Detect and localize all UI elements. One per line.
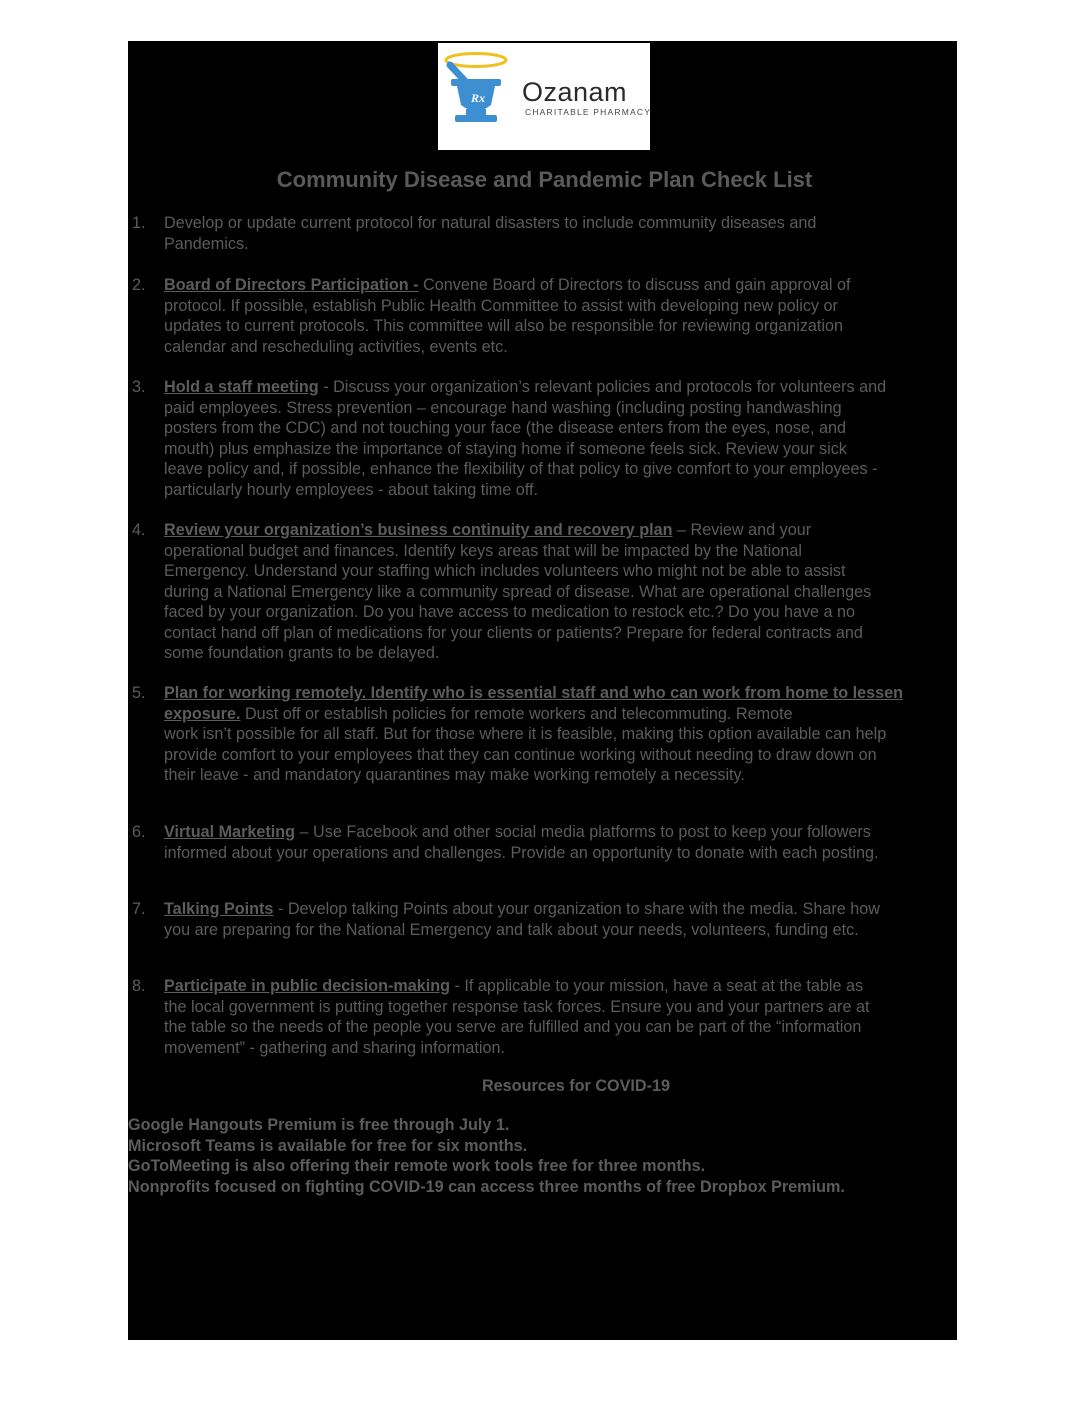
item-line: – Review and your — [677, 521, 812, 539]
item-number: 8. — [132, 977, 146, 995]
resources-heading: Resources for COVID-19 — [481, 1077, 670, 1095]
resource-item: Google Hangouts Premium is free through July 1. — [128, 1116, 510, 1134]
item-heading: Plan for working remotely. Identify who is essential staff and who can work from home to lessen exposure. — [164, 684, 904, 723]
item-line: operational budget and finances. Identify keys areas that will be impacted by the National — [164, 541, 802, 560]
item-line: paid employees. Stress prevention – encourage hand washing (including posting handwashing — [164, 398, 842, 417]
item-number: 6. — [132, 823, 146, 841]
item-number: 3. — [132, 378, 146, 396]
item-line: mouth) plus emphasize the importance of staying home if someone feels sick. Review your sick — [164, 439, 847, 458]
item-line: informed about your operations and challenges. Provide an opportunity to donate with each posting. — [164, 843, 879, 862]
item-heading: Hold a staff meeting — [164, 378, 319, 396]
resource-item: GoToMeeting is also offering their remote work tools free for three months. — [128, 1157, 706, 1175]
rx-glyph: Rx — [471, 91, 486, 105]
item-line: their leave - and mandatory quarantines may make working remotely a necessity. — [164, 766, 745, 784]
resources-list — [128, 1115, 948, 1197]
item-number: 5. — [132, 684, 146, 702]
item-line: Pandemics. — [164, 234, 249, 253]
item-line: Emergency. Understand your staffing which includes volunteers who might not be able to assist — [164, 562, 846, 580]
item-line: leave policy and, if possible, enhance the flexibility of that policy to give comfort to your employees - — [164, 460, 878, 478]
item-line: Dust off or establish policies for remote workers and telecommuting. Remote — [244, 704, 793, 723]
document-page — [128, 41, 957, 1340]
item-heading: Board of Directors Participation - — [164, 276, 419, 294]
item-number: 4. — [132, 521, 146, 539]
resource-item: Microsoft Teams is available for free for six months. — [128, 1136, 528, 1155]
item-line: protocol. If possible, establish Public Health Committee to assist with developing new policy or — [164, 296, 838, 315]
item-line: - Discuss your organization’s relevant policies and protocols for volunteers and — [323, 378, 887, 396]
item-line: - If applicable to your mission, have a seat at the table as — [454, 977, 864, 995]
item-number: 2. — [132, 276, 146, 294]
item-line: faced by your organization. Do you have access to medication to restock etc.? Do you have a no — [164, 603, 856, 621]
item-line: Convene Board of Directors to discuss and gain approval of — [423, 276, 851, 294]
item-line: – Use Facebook and other social media platforms to post to keep your followers — [299, 823, 871, 841]
resource-item: Nonprofits focused on fighting COVID-19 can access three months of free Dropbox Premium. — [128, 1177, 845, 1196]
item-line: some foundation grants to be delayed. — [164, 644, 440, 662]
item-number: 1. — [132, 214, 146, 232]
item-heading: Review your organization’s business continuity and recovery plan — [164, 521, 673, 539]
page-title: Community Disease and Pandemic Plan Check List — [276, 167, 813, 192]
item-line: updates to current protocols. This committee will also be responsible for reviewing organization — [164, 317, 844, 335]
item-heading: Participate in public decision-making — [164, 977, 451, 995]
item-heading: Talking Points — [164, 900, 274, 918]
item-line: calendar and rescheduling activities, events etc. — [164, 337, 508, 356]
item-line: particularly hourly employees - about taking time off. — [164, 480, 538, 499]
logo-subtitle: CHARITABLE PHARMACY — [525, 107, 652, 117]
ozanam-logo — [438, 43, 650, 150]
item-line: during a National Emergency like a community spread of disease. What are operational challenges — [164, 582, 872, 601]
item-line: you are preparing for the National Emergency and talk about your needs, volunteers, funding etc. — [164, 920, 859, 939]
item-line: the local government is putting together response task forces. Ensure you and your partners are at — [164, 997, 870, 1016]
item-line: Develop or update current protocol for natural disasters to include community diseases and — [164, 214, 817, 232]
item-line: work isn’t possible for all staff. But for those where it is feasible, making this option available can help — [164, 725, 887, 743]
item-number: 7. — [132, 900, 146, 918]
item-line: provide comfort to your employees that they can continue working without needing to draw down on — [164, 745, 877, 764]
item-line: the table so the needs of the people you serve are fulfilled and you can be part of the “information — [164, 1018, 862, 1036]
item-line: contact hand off plan of medications for your clients or patients? Prepare for federal contracts and — [164, 623, 863, 642]
item-heading: Virtual Marketing — [164, 823, 296, 841]
item-line: movement” - gathering and sharing information. — [164, 1038, 506, 1057]
item-line: - Develop talking Points about your organization to share with the media. Share how — [277, 900, 880, 918]
mortar-pestle-icon — [438, 43, 522, 150]
logo-name: Ozanam — [522, 77, 628, 107]
item-line: posters from the CDC) and not touching your face (the disease enters from the eyes, nose, and — [164, 419, 847, 437]
